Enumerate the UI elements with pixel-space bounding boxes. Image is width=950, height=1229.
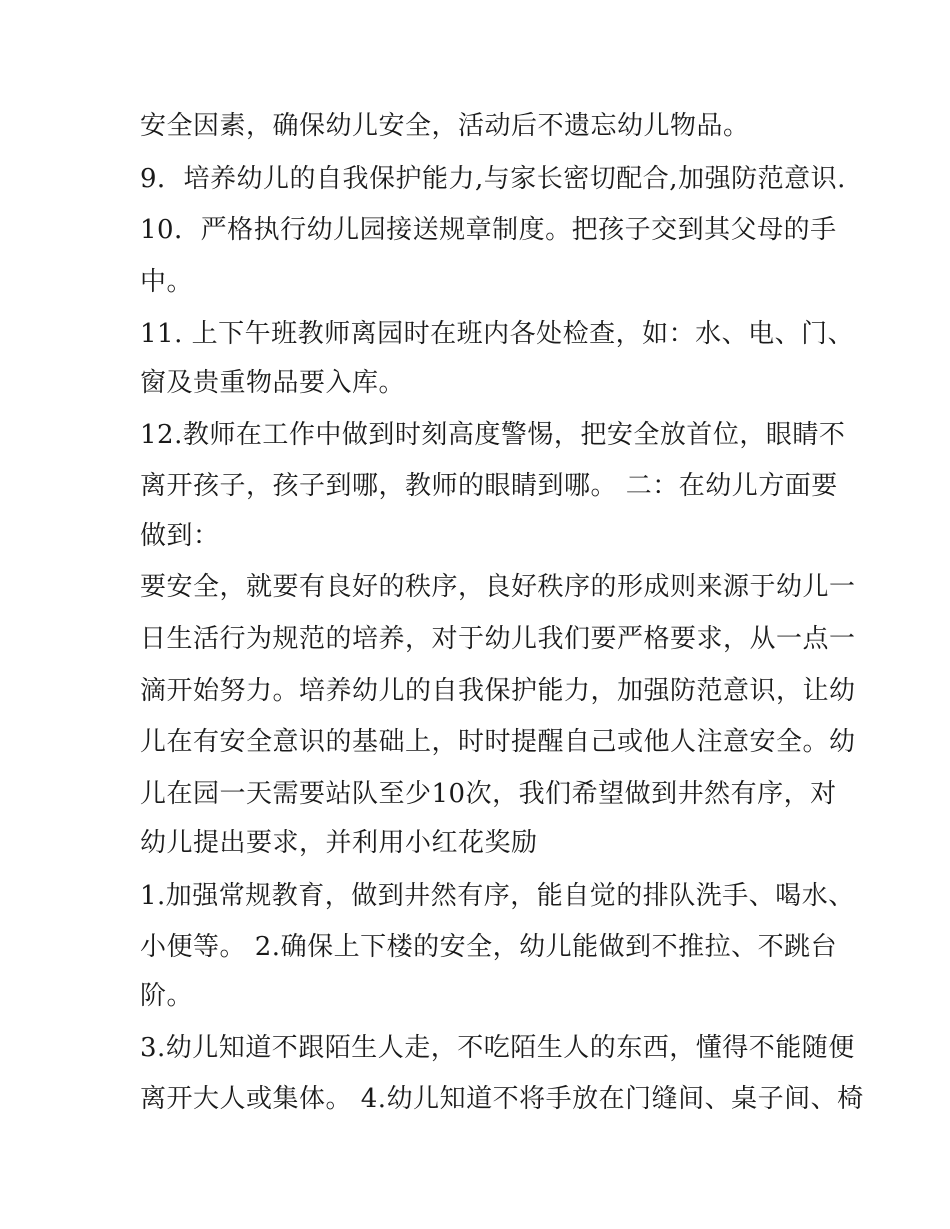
text-line: 中。 <box>140 267 194 297</box>
text-line: 3.幼儿知道不跟陌生人走，不吃陌生人的东西，懂得不能随便 <box>140 1033 855 1063</box>
text-line: 儿在园一天需要站队至少10次，我们希望做到井然有序，对 <box>140 779 837 809</box>
text-line: 1.加强常规教育，做到井然有序，能自觉的排队洗手、喝水、 <box>140 881 855 911</box>
text-line: 小便等。 2.确保上下楼的安全，幼儿能做到不推拉、不跳台 <box>140 932 838 962</box>
text-line: 安全因素，确保幼儿安全，活动后不遗忘幼儿物品。 <box>140 111 750 141</box>
text-line: 幼儿提出要求，并利用小红花奖励 <box>140 828 538 858</box>
text-line: 做到： <box>140 521 220 551</box>
text-line: 阶。 <box>140 981 194 1011</box>
text-line: 9．培养幼儿的自我保护能力,与家长密切配合,加强防范意识. <box>140 164 846 194</box>
text-line: 窗及贵重物品要入库。 <box>140 368 406 398</box>
text-line: 11. 上下午班教师离园时在班内各处检查，如：水、电、门、 <box>140 319 855 349</box>
text-line: 日生活行为规范的培养，对于幼儿我们要严格要求，从一点一 <box>140 624 856 654</box>
text-line: 10．严格执行幼儿园接送规章制度。把孩子交到其父母的手 <box>140 215 837 245</box>
text-line: 离开孩子，孩子到哪，教师的眼睛到哪。 二：在幼儿方面要 <box>140 471 838 501</box>
text-line: 滴开始努力。培养幼儿的自我保护能力，加强防范意识，让幼 <box>140 676 856 706</box>
text-line: 离开大人或集体。 4.幼儿知道不将手放在门缝间、桌子间、椅 <box>140 1084 864 1114</box>
text-line: 要安全，就要有良好的秩序，良好秩序的形成则来源于幼儿一 <box>140 572 856 602</box>
text-line: 儿在有安全意识的基础上，时时提醒自己或他人注意安全。幼 <box>140 727 856 757</box>
text-line: 12.教师在工作中做到时刻高度警惕，把安全放首位，眼睛不 <box>140 420 846 450</box>
